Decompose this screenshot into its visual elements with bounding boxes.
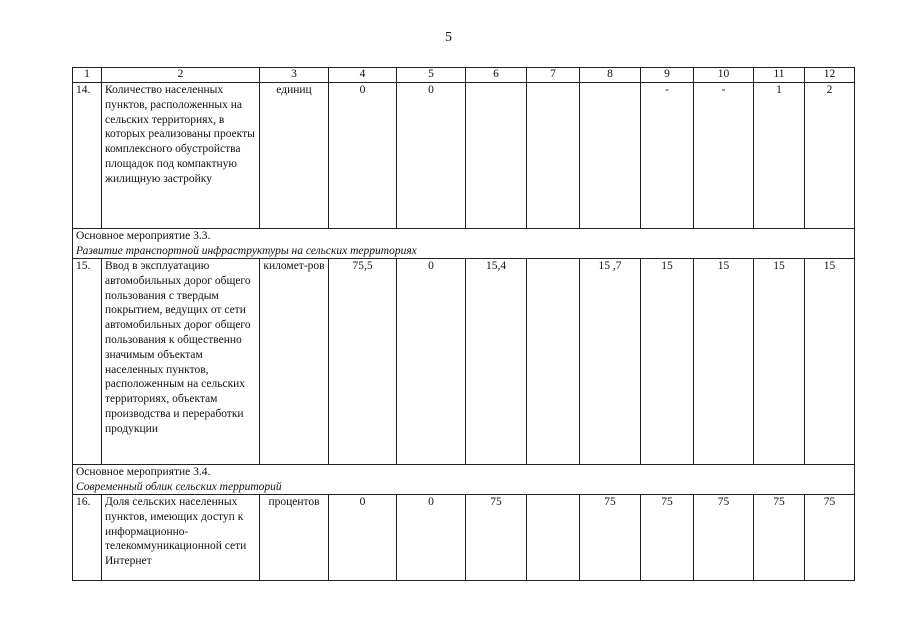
value-cell: 0: [397, 495, 466, 581]
value-cell: 75: [641, 495, 694, 581]
value-cell: 75: [805, 495, 855, 581]
unit-cell: единиц: [260, 83, 329, 229]
section-description: Современный облик сельских территорий: [76, 480, 282, 493]
value-cell: 15: [754, 259, 805, 465]
table-row: [73, 495, 855, 581]
header-cell: 7: [527, 68, 580, 83]
value-cell: 15,4: [466, 259, 527, 465]
value-cell: 75: [754, 495, 805, 581]
section-title: Основное мероприятие 3.3.: [76, 230, 211, 242]
table-row: [73, 259, 855, 465]
page-number: 5: [445, 30, 452, 45]
header-cell: 2: [102, 68, 260, 83]
section-description: Развитие транспортной инфраструктуры на сельских территориях: [76, 244, 417, 257]
unit-cell: километ-ров: [260, 259, 329, 465]
header-cell: 11: [754, 68, 805, 83]
header-cell: 5: [397, 68, 466, 83]
value-cell: 75: [580, 495, 641, 581]
table-row: [73, 83, 855, 229]
value-cell: [466, 83, 527, 229]
section-row: [73, 229, 855, 259]
header-cell: 6: [466, 68, 527, 83]
section-cell: [73, 229, 855, 259]
header-cell: 9: [641, 68, 694, 83]
header-cell: 4: [329, 68, 397, 83]
value-cell: 75: [466, 495, 527, 581]
value-cell: 15: [641, 259, 694, 465]
row-number: 15.: [73, 259, 102, 465]
value-cell: 15: [694, 259, 754, 465]
section-row: [73, 465, 855, 495]
value-cell: 75,5: [329, 259, 397, 465]
header-cell: 1: [73, 68, 102, 83]
table-header-row: [73, 68, 855, 83]
section-title: Основное мероприятие 3.4.: [76, 466, 211, 478]
indicators-table: [72, 67, 855, 581]
value-cell: 2: [805, 83, 855, 229]
value-cell: [527, 259, 580, 465]
indicator-name: Доля сельских населенных пунктов, имеющих доступ к информационно-телекоммуникационной сети Интернет: [102, 495, 260, 581]
value-cell: 15 ,7: [580, 259, 641, 465]
section-cell: [73, 465, 855, 495]
header-cell: 12: [805, 68, 855, 83]
value-cell: -: [694, 83, 754, 229]
value-cell: 0: [397, 83, 466, 229]
value-cell: 1: [754, 83, 805, 229]
value-cell: [527, 83, 580, 229]
value-cell: -: [641, 83, 694, 229]
indicator-name: Ввод в эксплуатацию автомобильных дорог общего пользования с твердым покрытием, ведущих от сети автомобильных дорог общего пользования к общественно значимым объектам населенных пунктов, расположенным на сельских территориях, объектам производства и переработки продукции: [102, 259, 260, 465]
value-cell: 75: [694, 495, 754, 581]
value-cell: 15: [805, 259, 855, 465]
value-cell: 0: [329, 83, 397, 229]
row-number: 16.: [73, 495, 102, 581]
unit-cell: процентов: [260, 495, 329, 581]
row-number: 14.: [73, 83, 102, 229]
header-cell: 8: [580, 68, 641, 83]
value-cell: [580, 83, 641, 229]
indicator-name: Количество населенных пунктов, расположенных на сельских территориях, в которых реализованы проекты комплексного обустройства площадок под компактную жилищную застройку: [102, 83, 260, 229]
value-cell: 0: [397, 259, 466, 465]
header-cell: 3: [260, 68, 329, 83]
header-cell: 10: [694, 68, 754, 83]
value-cell: 0: [329, 495, 397, 581]
value-cell: [527, 495, 580, 581]
table-body: [73, 68, 855, 581]
